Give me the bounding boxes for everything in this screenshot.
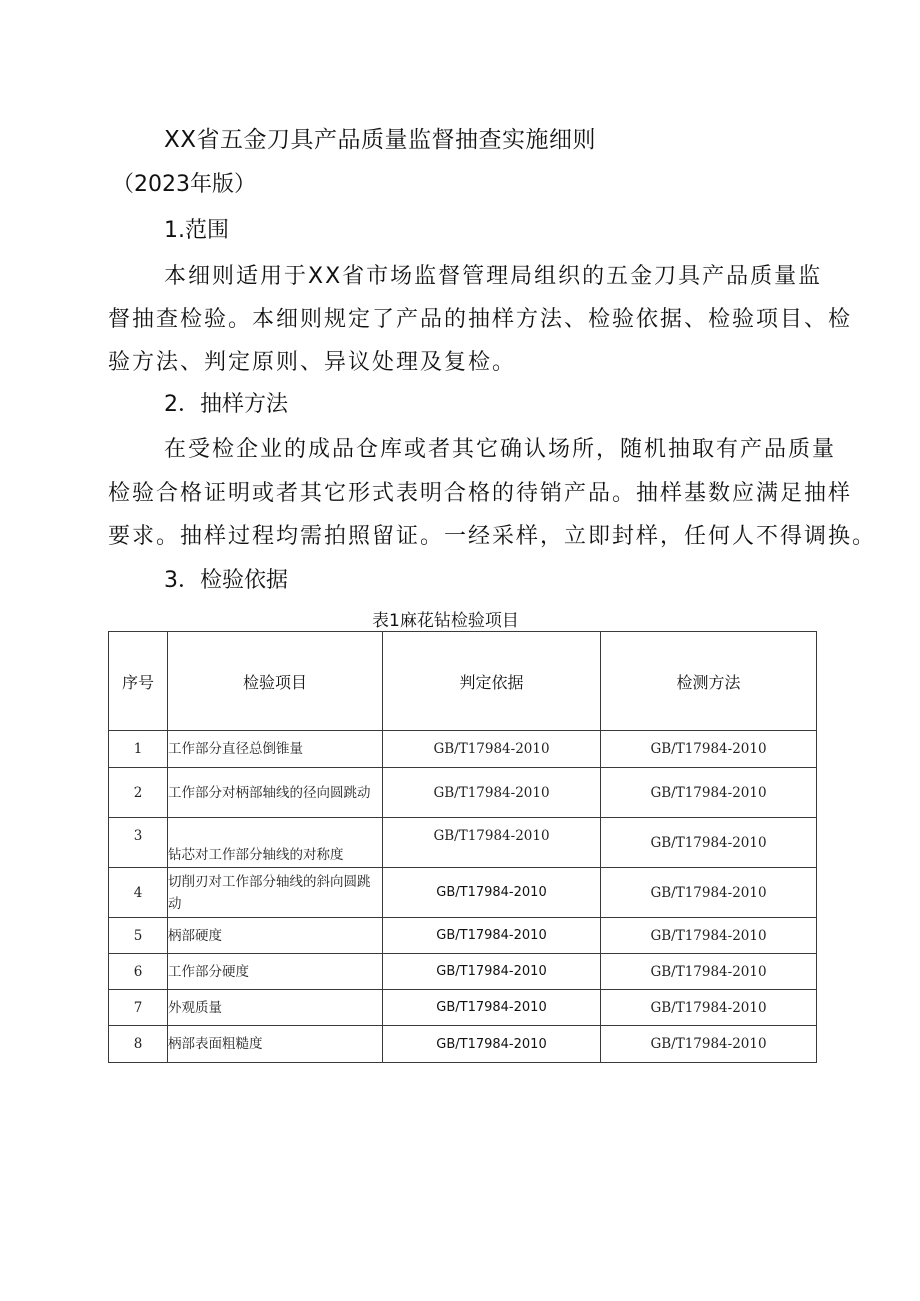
header-basis: 判定依据 xyxy=(383,632,601,731)
row-no: 2 xyxy=(109,768,168,818)
section-heading-scope: 1.范围 xyxy=(164,218,229,243)
table-row xyxy=(109,768,817,818)
table-row xyxy=(109,918,817,954)
header-no: 序号 xyxy=(109,632,168,731)
row-basis: GB/T17984-2010 xyxy=(383,1026,601,1063)
row-basis: GB/T17984-2010 xyxy=(383,918,601,954)
scope-paragraph-line-2: 督抽查检验。本细则规定了产品的抽样方法、检验依据、检验项目、检 xyxy=(108,307,853,332)
row-no: 6 xyxy=(109,954,168,990)
row-item: 工作部分直径总倒锥量 xyxy=(168,731,383,768)
row-item: 柄部表面粗糙度 xyxy=(168,1026,383,1063)
table-row xyxy=(109,868,817,918)
sampling-paragraph-line-1: 在受检企业的成品仓库或者其它确认场所，随机抽取有产品质量 xyxy=(164,437,837,462)
row-item: 钻芯对工作部分轴线的对称度 xyxy=(168,818,383,868)
inspection-items-table xyxy=(108,631,817,1063)
row-method: GB/T17984-2010 xyxy=(601,818,817,868)
document-title: XX省五金刀具产品质量监督抽查实施细则 xyxy=(164,127,597,153)
table-header-row xyxy=(109,632,817,731)
header-method: 检测方法 xyxy=(601,632,817,731)
row-basis: GB/T17984-2010 xyxy=(383,868,601,918)
row-basis: GB/T17984-2010 xyxy=(383,990,601,1026)
row-method: GB/T17984-2010 xyxy=(601,990,817,1026)
row-item: 切削刃对工作部分轴线的斜向圆跳动 xyxy=(168,868,383,918)
table-row xyxy=(109,818,817,868)
row-basis: GB/T17984-2010 xyxy=(433,827,550,844)
sampling-paragraph-line-2: 检验合格证明或者其它形式表明合格的待销产品。抽样基数应满足抽样 xyxy=(108,481,853,506)
row-item: 外观质量 xyxy=(168,990,383,1026)
row-basis: GB/T17984-2010 xyxy=(383,768,601,818)
scope-paragraph-line-3: 验方法、判定原则、异议处理及复检。 xyxy=(108,350,517,375)
row-item: 柄部硬度 xyxy=(168,918,383,954)
row-no: 4 xyxy=(109,868,168,918)
row-method: GB/T17984-2010 xyxy=(601,768,817,818)
section-heading-sampling: 2．抽样方法 xyxy=(164,392,288,417)
header-item: 检验项目 xyxy=(168,632,383,731)
table-row xyxy=(109,1026,817,1063)
row-no: 3 xyxy=(133,827,143,844)
row-basis: GB/T17984-2010 xyxy=(383,731,601,768)
row-method: GB/T17984-2010 xyxy=(601,954,817,990)
table-row xyxy=(109,990,817,1026)
row-method: GB/T17984-2010 xyxy=(601,868,817,918)
row-method: GB/T17984-2010 xyxy=(601,731,817,768)
row-no: 8 xyxy=(109,1026,168,1063)
sampling-paragraph-line-3: 要求。抽样过程均需拍照留证。一经采样，立即封样，任何人不得调换。 xyxy=(108,524,877,549)
row-item: 工作部分对柄部轴线的径向圆跳动 xyxy=(168,768,383,818)
row-no: 7 xyxy=(109,990,168,1026)
row-no: 5 xyxy=(109,918,168,954)
table-row xyxy=(109,954,817,990)
section-heading-basis: 3．检验依据 xyxy=(164,568,288,593)
row-basis: GB/T17984-2010 xyxy=(383,954,601,990)
table-row xyxy=(109,731,817,768)
row-no: 1 xyxy=(109,731,168,768)
row-method: GB/T17984-2010 xyxy=(601,1026,817,1063)
table-caption: 表1麻花钻检验项目 xyxy=(372,611,519,631)
document-edition: （2023年版） xyxy=(112,172,256,197)
row-item: 工作部分硬度 xyxy=(168,954,383,990)
scope-paragraph-line-1: 本细则适用于XX省市场监督管理局组织的五金刀具产品质量监 xyxy=(164,264,823,289)
row-method: GB/T17984-2010 xyxy=(601,918,817,954)
